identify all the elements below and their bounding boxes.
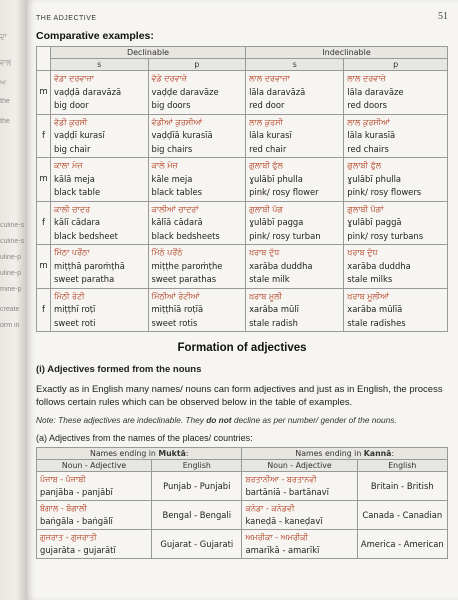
punjabi-text: ਖ਼ਰਾਬ ਮੂਲੀ xyxy=(249,291,283,301)
transliteration: ɣulābī paggā xyxy=(347,217,402,227)
punjabi-text: ਲਾਲ ਦਰਵਾਜ਼ਾ xyxy=(249,74,290,83)
left-page-fragment: culine-s xyxy=(0,222,24,229)
transliteration: lāla daravāzā xyxy=(249,86,306,97)
punjabi-text: ਖ਼ਰਾਬ ਮੂਲੀਆਂ xyxy=(347,291,389,301)
english-gloss: big doors xyxy=(151,100,191,110)
transliteration: kālī cādara xyxy=(54,217,101,227)
left-page-fragment: mine-p xyxy=(0,286,22,293)
noun-adjective-cell xyxy=(242,530,357,559)
english-gloss: black table xyxy=(54,187,101,197)
mukta-header-text: : xyxy=(185,449,189,458)
punjabi-text: ਗੁਲਾਬੀ ਫੁੱਲ xyxy=(249,161,283,170)
example-cell xyxy=(148,158,246,202)
transliteration: xarāba duddha xyxy=(347,260,411,271)
kanna-header-text: Names ending in xyxy=(295,449,364,458)
english-gloss: pink/ rosy flowers xyxy=(347,187,422,197)
table-row xyxy=(37,501,448,530)
english-gloss: pink/ rosy turban xyxy=(249,230,321,241)
english-gloss: big chairs xyxy=(151,143,193,154)
page-number: 51 xyxy=(438,11,448,22)
punjabi-text: ਗੁਲਾਬੀ ਪੱਗਾਂ xyxy=(347,204,384,214)
example-cell xyxy=(344,158,448,202)
example-cell xyxy=(246,201,344,245)
example-cell xyxy=(344,114,448,158)
plural-header: p xyxy=(344,59,448,71)
punjabi-text: ਮਿੱਠੀਆਂ ਰੋਟੀਆਂ xyxy=(151,291,200,301)
english-gloss: pink/ rosy flower xyxy=(249,187,319,197)
english-cell: Britain - British xyxy=(357,472,447,501)
punjabi-text: ਬੰਗਾਲ - ਬੰਗਾਲੀ xyxy=(40,504,87,513)
example-cell xyxy=(344,201,448,245)
english-gloss: black tables xyxy=(151,187,202,197)
punjabi-text: ਗੁਜਰਾਤ - ਗੁਜਰਾਤੀ xyxy=(40,533,97,542)
punjabi-text: ਮਿੱਠਾ ਪਰੌਂਠਾ xyxy=(54,248,90,257)
punjabi-text: ਕਾਲੀ ਚਾਦਰ xyxy=(54,204,91,214)
punjabi-text: ਵੱਡੀਆਂ ਕੁਰਸੀਆਂ xyxy=(151,117,203,127)
comparative-title: Comparative examples: xyxy=(36,30,154,42)
singular-header: s xyxy=(51,59,149,71)
left-page-fragment: ਦਾ xyxy=(0,34,7,41)
english-gloss: sweet paratha xyxy=(54,274,115,284)
punjabi-text: ਖ਼ਰਾਬ ਦੁੱਧ xyxy=(249,248,280,257)
example-cell xyxy=(148,288,246,332)
transliteration: kālīā cādarā xyxy=(151,217,203,227)
running-title: THE ADJECTIVE xyxy=(36,15,97,22)
english-cell: Bengal - Bengali xyxy=(152,501,242,530)
english-gloss: red doors xyxy=(347,100,388,110)
table-row xyxy=(37,71,448,115)
left-page-edge xyxy=(0,0,26,600)
transliteration: gujarāta - gujarātī xyxy=(40,545,116,555)
places-body xyxy=(37,472,448,559)
mukta-header-text: Names ending in xyxy=(90,449,159,458)
transliteration: ɣulābī phulla xyxy=(249,173,303,184)
transliteration: miṭṭhī roṭī xyxy=(54,304,96,314)
punjabi-text: ਖ਼ਰਾਬ ਦੁੱਧ xyxy=(347,248,378,257)
note xyxy=(36,415,448,425)
note-text: decline as per number/ gender of the nouns. xyxy=(231,415,397,425)
punjabi-text: ਕਨੇਡਾ - ਕਨੇਡਵੀ xyxy=(245,504,295,513)
example-cell xyxy=(148,71,246,115)
english-gloss: sweet rotis xyxy=(151,317,198,328)
left-page-fragment: ਅ xyxy=(0,80,7,87)
english-header: English xyxy=(152,460,242,472)
english-gloss: stale milk xyxy=(249,274,290,284)
english-gloss: big door xyxy=(54,100,89,110)
noun-adjective-cell xyxy=(242,472,357,501)
note-text: Note: These adjectives are indeclinable. They xyxy=(36,415,207,425)
punjabi-text: ਪੰਜਾਬ - ਪੰਜਾਬੀ xyxy=(40,475,86,484)
left-page-fragment: create xyxy=(0,306,20,313)
example-cell xyxy=(344,288,448,332)
transliteration: xarāba mūlīā xyxy=(347,304,403,314)
transliteration: vaḍḍī kurasī xyxy=(54,130,105,140)
punjabi-text: ਲਾਲ ਕੁਰਸੀਆਂ xyxy=(347,117,390,127)
transliteration: miṭṭhā paroṁṭhā xyxy=(54,260,125,271)
example-cell xyxy=(246,245,344,289)
transliteration: baṅgāla - baṅgālī xyxy=(40,516,113,526)
punjabi-text: ਬਰਤਾਨੀਆ - ਬਰਤਾਨਵੀ xyxy=(245,475,317,484)
transliteration: lāla kurasī xyxy=(249,130,292,140)
transliteration: bartāniā - bartānavī xyxy=(245,487,329,497)
example-cell xyxy=(51,71,149,115)
noun-adjective-cell xyxy=(37,472,152,501)
english-gloss: sweet parathas xyxy=(151,274,217,284)
book-page xyxy=(26,0,458,600)
transliteration: lāla daravāze xyxy=(347,86,404,97)
english-gloss: red chairs xyxy=(347,143,389,154)
transliteration: xarāba mūlī xyxy=(249,304,299,314)
english-gloss: stale milks xyxy=(347,274,393,284)
english-gloss: red door xyxy=(249,100,285,110)
punjabi-text: ਮਿੱਠੇ ਪਰੌਂਠੇ xyxy=(151,248,183,257)
left-page-fragment: the xyxy=(0,118,10,125)
punjabi-text: ਵੱਡੀ ਕੁਰਸੀ xyxy=(54,117,88,127)
example-cell xyxy=(148,114,246,158)
punjabi-text: ਗੁਲਾਬੀ ਪੱਗ xyxy=(249,204,283,214)
gender-cell: m xyxy=(37,158,51,202)
noun-adjective-cell xyxy=(37,530,152,559)
punjabi-text: ਅਮਰੀਕਾ - ਅਮਰੀਕੀ xyxy=(245,533,309,542)
punjabi-text: ਵੱਡਾ ਦਰਵਾਜ਼ਾ xyxy=(54,74,95,83)
example-cell xyxy=(51,114,149,158)
english-gloss: black bedsheets xyxy=(151,230,220,241)
left-page-fragment: uline-p xyxy=(0,270,22,277)
transliteration: vaḍḍe daravāze xyxy=(151,86,219,97)
indeclinable-header: Indeclinable xyxy=(246,47,448,59)
intro-paragraph: Exactly as in English many names/ nouns can form adjectives and just as in English, the process follows certain rules which can be observed below in the table of examples. xyxy=(36,384,443,408)
gender-cell: f xyxy=(37,201,51,245)
example-cell xyxy=(246,71,344,115)
english-header: English xyxy=(357,460,447,472)
comparative-table xyxy=(36,46,448,332)
gender-cell: m xyxy=(37,245,51,289)
left-page-fragment: uline-p xyxy=(0,254,22,261)
singular-header: s xyxy=(246,59,344,71)
places-adjective-table xyxy=(36,447,448,559)
noun-adjective-cell xyxy=(242,501,357,530)
table-row xyxy=(37,158,448,202)
places-heading: (a) Adjectives from the names of the places/ countries: xyxy=(36,433,253,443)
english-gloss: stale radishes xyxy=(347,317,406,328)
note-emphasis: do not xyxy=(206,415,232,425)
transliteration: kaneḍā - kaneḍavī xyxy=(245,516,323,526)
left-page-fragment: orm in xyxy=(0,322,20,329)
kanna-header-text: : xyxy=(391,449,395,458)
example-cell xyxy=(51,158,149,202)
transliteration: miṭṭhīā roṭīā xyxy=(151,304,204,314)
english-cell: Canada - Canadian xyxy=(357,501,447,530)
plural-header: p xyxy=(148,59,246,71)
punjabi-text: ਵੱਡੇ ਦਰਵਾਜ਼ੇ xyxy=(151,74,188,83)
transliteration: miṭṭhe paroṁṭhe xyxy=(151,260,223,271)
english-gloss: stale radish xyxy=(249,317,298,328)
example-cell xyxy=(246,114,344,158)
example-cell xyxy=(246,158,344,202)
transliteration: vaḍḍā daravāzā xyxy=(54,86,122,97)
noun-adjective-cell xyxy=(37,501,152,530)
running-head xyxy=(36,6,448,22)
transliteration: ɣulābī pagga xyxy=(249,217,304,227)
formation-title: Formation of adjectives xyxy=(177,342,307,354)
mukta-header xyxy=(37,448,242,460)
noun-adjective-header: Noun - Adjective xyxy=(37,460,152,472)
english-gloss: big chair xyxy=(54,143,91,154)
punjabi-text: ਲਾਲ ਕੁਰਸੀ xyxy=(249,117,283,127)
declinable-header: Declinable xyxy=(51,47,246,59)
english-gloss: pink/ rosy turbans xyxy=(347,230,424,241)
left-page-fragment: ਵਾਲ xyxy=(0,60,12,67)
gender-cell: f xyxy=(37,288,51,332)
punjabi-text: ਮਿੱਠੀ ਰੋਟੀ xyxy=(54,291,85,301)
example-cell xyxy=(344,71,448,115)
example-cell xyxy=(51,201,149,245)
transliteration: kālā meja xyxy=(54,173,95,184)
gender-cell: f xyxy=(37,114,51,158)
example-cell xyxy=(51,245,149,289)
example-cell xyxy=(51,288,149,332)
english-gloss: red chair xyxy=(249,143,287,154)
table-row xyxy=(37,288,448,332)
english-gloss: black bedsheet xyxy=(54,230,118,241)
english-gloss: sweet roti xyxy=(54,317,96,328)
punjabi-text: ਕਾਲਾ ਮੇਜ਼ xyxy=(54,161,83,170)
comparative-body xyxy=(37,71,448,332)
left-page-fragment: the xyxy=(0,98,10,105)
table-row xyxy=(37,472,448,501)
mukta-term: Muktā xyxy=(158,449,186,458)
punjabi-text: ਲਾਲ ਦਰਵਾਜ਼ੇ xyxy=(347,74,386,83)
transliteration: xarāba duddha xyxy=(249,260,313,271)
transliteration: amarīkā - amarīkī xyxy=(245,545,320,555)
kanna-header xyxy=(242,448,448,460)
transliteration: lāla kurasīā xyxy=(347,130,396,140)
subheading-nouns: (i) Adjectives formed from the nouns xyxy=(36,364,202,375)
left-page-fragment: culine-s xyxy=(0,238,24,245)
english-cell: Gujarat - Gujarati xyxy=(152,530,242,559)
table-row xyxy=(37,530,448,559)
table-row xyxy=(37,201,448,245)
example-cell xyxy=(148,201,246,245)
example-cell xyxy=(344,245,448,289)
punjabi-text: ਕਾਲੀਆਂ ਚਾਦਰਾਂ xyxy=(151,204,199,214)
example-cell xyxy=(246,288,344,332)
english-cell: Punjab - Punjabi xyxy=(152,472,242,501)
transliteration: panjāba - panjābī xyxy=(40,487,113,497)
punjabi-text: ਕਾਲੇ ਮੇਜ਼ xyxy=(151,161,178,170)
gender-cell: m xyxy=(37,71,51,115)
example-cell xyxy=(148,245,246,289)
kanna-term: Kannā xyxy=(363,449,392,458)
transliteration: vaḍḍīā kurasīā xyxy=(151,130,213,140)
transliteration: ɣulābī phulla xyxy=(347,173,402,184)
gender-header xyxy=(37,47,51,71)
english-cell: America - American xyxy=(357,530,447,559)
table-row xyxy=(37,245,448,289)
punjabi-text: ਗੁਲਾਬੀ ਫੁੱਲ xyxy=(347,161,382,170)
table-row xyxy=(37,114,448,158)
transliteration: kāle meja xyxy=(151,173,193,184)
noun-adjective-header: Noun - Adjective xyxy=(242,460,357,472)
